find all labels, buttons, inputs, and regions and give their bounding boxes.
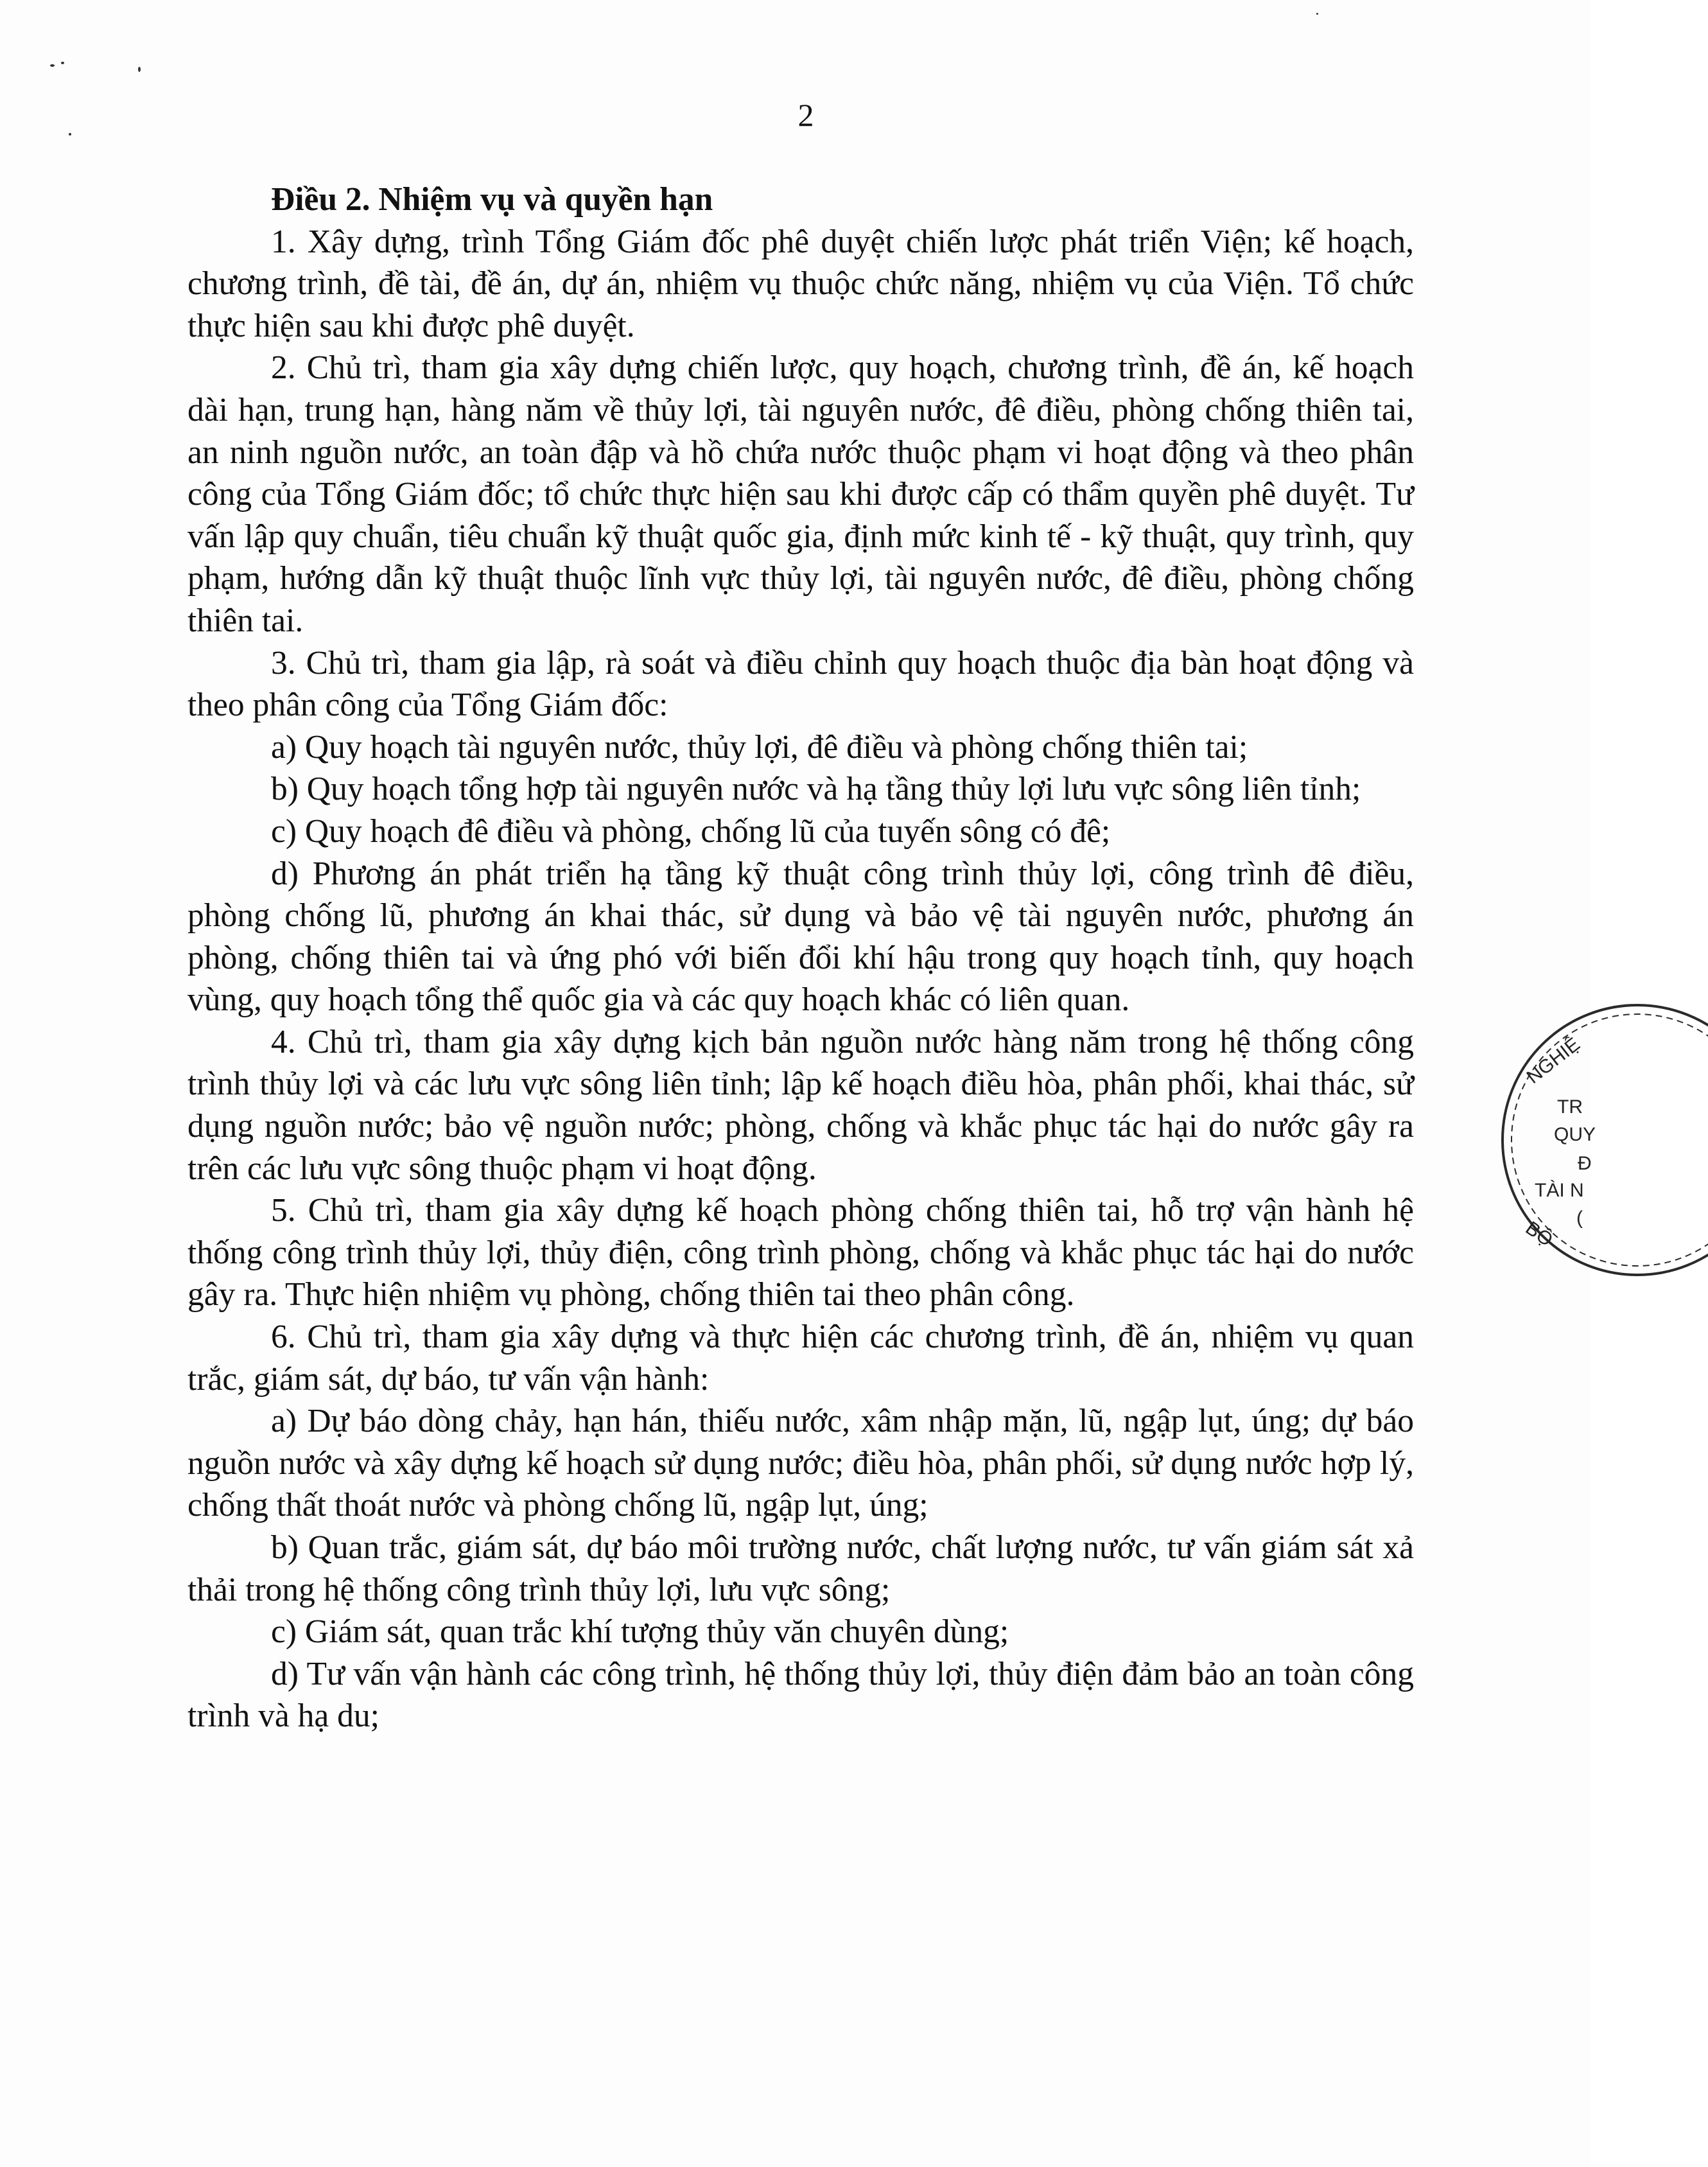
stamp-fragment: ( [1576,1207,1583,1229]
paragraph: d) Tư vấn vận hành các công trình, hệ thống thủy lợi, thủy điện đảm bảo an toàn công trình và hạ du; [187,1655,1414,1735]
scan-speck [61,62,64,64]
paragraph: 5. Chủ trì, tham gia xây dựng kế hoạch phòng chống thiên tai, hỗ trợ vận hành hệ thống công trình thủy lợi, thủy điện, công trình phòng, chống và khắc phục tác hại do nước gây ra. Thực hiện nhiệm vụ phòng, chống thiên tai theo phân công. [187,1192,1414,1313]
partial-seal-stamp [1490,1005,1708,1275]
stamp-fragment: BỘ [1521,1217,1557,1251]
scan-speck [50,64,55,67]
stamp-fragment: TR [1557,1096,1583,1118]
paragraph: 1. Xây dựng, trình Tổng Giám đốc phê duyệt chiến lược phát triển Viện; kế hoạch, chương trình, đề tài, đề án, dự án, nhiệm vụ thuộc chức năng, nhiệm vụ của Viện. Tổ chức thực hiện sau khi được phê duyệt. [187,223,1414,344]
scan-speck [138,67,141,72]
paragraph: 4. Chủ trì, tham gia xây dựng kịch bản nguồn nước hàng năm trong hệ thống công trình thủy lợi và các lưu vực sông liên tỉnh; lập kế hoạch điều hòa, phân phối, khai thác, sử dụng nguồn nước; bảo vệ nguồn nước; phòng, chống và khắc phục tác hại do nước gây ra trên các lưu vực sông thuộc phạm vi hoạt động. [187,1023,1414,1187]
stamp-fragment: NGHIỆ [1522,1033,1584,1088]
stamp-fragment: TÀI N [1535,1180,1584,1201]
paragraph: c) Quy hoạch đê điều và phòng, chống lũ của tuyến sông có đê; [271,812,1111,850]
paragraph: c) Giám sát, quan trắc khí tượng thủy văn chuyên dùng; [271,1613,1009,1651]
paragraph: b) Quy hoạch tổng hợp tài nguyên nước và hạ tầng thủy lợi lưu vực sông liên tỉnh; [271,771,1361,808]
paragraph: d) Phương án phát triển hạ tầng kỹ thuật công trình thủy lợi, công trình đê điều, phòng chống lũ, phương án khai thác, sử dụng và bảo vệ tài nguyên nước, phương án phòng, chống thiên tai và ứng phó với biến đổi khí hậu trong quy hoạch tỉnh, quy hoạch vùng, quy hoạch tổng thể quốc gia và các quy hoạch khác có liên quan. [187,855,1414,1019]
scan-speck [69,133,71,136]
stamp-fragment: QUY [1554,1124,1596,1145]
paragraph: a) Dự báo dòng chảy, hạn hán, thiếu nước, xâm nhập mặn, lũ, ngập lụt, úng; dự báo nguồn nước và xây dựng kế hoạch sử dụng nước; điều hòa, phân phối, sử dụng nước hợp lý, chống thất thoát nước và phòng chống lũ, ngập lụt, úng; [187,1403,1414,1524]
paragraph: 3. Chủ trì, tham gia lập, rà soát và điều chỉnh quy hoạch thuộc địa bàn hoạt động và theo phân công của Tổng Giám đốc: [187,644,1414,724]
scan-speck [1316,13,1318,15]
paragraph: 2. Chủ trì, tham gia xây dựng chiến lược, quy hoạch, chương trình, đề án, kế hoạch dài hạn, trung hạn, hàng năm về thủy lợi, tài nguyên nước, đê điều, phòng chống thiên tai, an ninh nguồn nước, an toàn đập và hồ chứa nước thuộc phạm vi hoạt động và theo phân công của Tổng Giám đốc; tổ chức thực hiện sau khi được cấp có thẩm quyền phê duyệt. Tư vấn lập quy chuẩn, tiêu chuẩn kỹ thuật quốc gia, định mức kinh tế - kỹ thuật, quy trình, quy phạm, hướng dẫn kỹ thuật thuộc lĩnh vực thủy lợi, tài nguyên nước, đê điều, phòng chống thiên tai. [187,349,1414,639]
article-body [187,179,1414,1737]
paragraph: b) Quan trắc, giám sát, dự báo môi trường nước, chất lượng nước, tư vấn giám sát xả thải trong hệ thống công trình thủy lợi, lưu vực sông; [187,1529,1414,1608]
article-title: Điều 2. Nhiệm vụ và quyền hạn [271,181,713,218]
page-number: 2 [797,97,814,133]
paragraph: 6. Chủ trì, tham gia xây dựng và thực hiện các chương trình, đề án, nhiệm vụ quan trắc, giám sát, dự báo, tư vấn vận hành: [187,1319,1414,1398]
paragraph: a) Quy hoạch tài nguyên nước, thủy lợi, đê điều và phòng chống thiên tai; [271,728,1248,766]
stamp-fragment: Đ [1578,1153,1592,1174]
